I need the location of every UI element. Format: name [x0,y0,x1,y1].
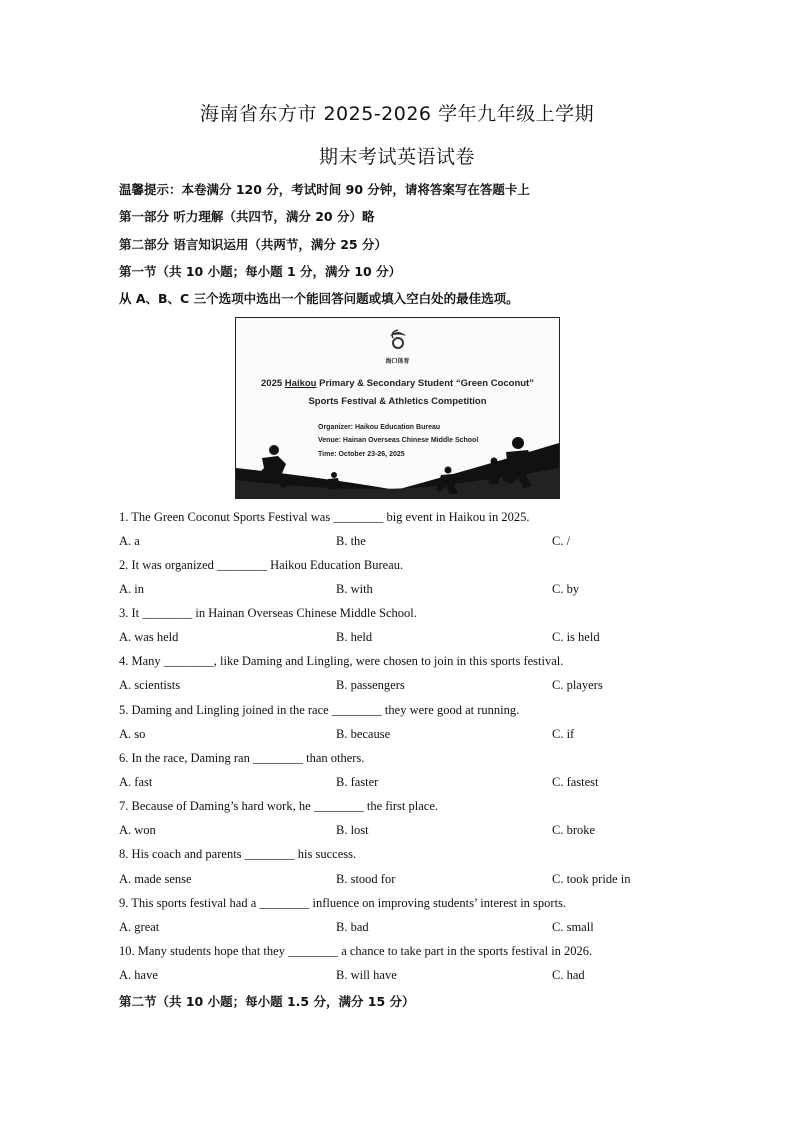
option-b: B. faster [336,775,379,789]
option-a: A. a [119,534,140,548]
poster-organizer: Organizer: Haikou Education Bureau [318,424,441,431]
question-8-options [119,872,679,890]
question-3: 3. It ________ in Hainan Overseas Chinese Middle School. [119,606,417,620]
exam-title-line1: 海南省东方市 2025-2026 学年九年级上学期 [199,103,595,125]
poster-title-line1: 2025 Haikou Primary & Secondary Student “Green Coconut” [261,378,534,389]
question-10: 10. Many students hope that they ________ a chance to take part in the sports festival in 2026. [119,944,593,958]
poster-logo-text: 海口体育 [385,359,410,365]
poster-title-line2: Sports Festival & Athletics Competition [308,396,487,407]
option-c: C. is held [552,630,600,644]
option-c: C. players [552,678,603,692]
option-b: B. because [336,727,391,741]
option-b: B. stood for [336,872,396,886]
part2-heading: 第二部分 语言知识运用（共两节，满分 25 分） [119,237,387,252]
option-c: C. / [552,534,571,548]
event-poster [235,317,560,499]
option-a: A. in [119,582,144,596]
question-7-options [119,823,679,841]
option-b: B. will have [336,968,397,982]
section1-heading: 第一节（共 10 小题；每小题 1 分，满分 10 分） [119,264,402,279]
question-1-options [119,534,679,552]
option-b: B. the [336,534,366,548]
option-c: C. broke [552,823,596,837]
option-b: B. with [336,582,373,596]
question-9: 9. This sports festival had a ________ influence on improving students’ interest in sports. [119,896,567,910]
question-2-options [119,582,679,600]
question-6: 6. In the race, Daming ran ________ than others. [119,751,365,765]
tip-note: 温馨提示：本卷满分 120 分，考试时间 90 分钟，请将答案写在答题卡上 [119,182,530,197]
poster-venue: Venue: Hainan Overseas Chinese Middle School [318,437,479,444]
poster-time: Time: October 23-26, 2025 [318,451,405,458]
question-6-options [119,775,679,793]
option-a: A. won [119,823,156,837]
question-2: 2. It was organized ________ Haikou Education Bureau. [119,558,404,572]
question-4: 4. Many ________, like Daming and Lingling, were chosen to join in this sports festival. [119,654,564,668]
runners-silhouette-icon [236,318,559,498]
option-b: B. passengers [336,678,405,692]
option-c: C. by [552,582,580,596]
option-a: A. have [119,968,158,982]
option-c: C. had [552,968,585,982]
option-c: C. fastest [552,775,599,789]
option-a: A. was held [119,630,179,644]
option-a: A. made sense [119,872,192,886]
option-a: A. so [119,727,146,741]
question-10-options [119,968,679,986]
option-a: A. great [119,920,160,934]
question-5-options [119,727,679,745]
question-8: 8. His coach and parents ________ his success. [119,847,357,861]
option-c: C. took pride in [552,872,631,886]
question-9-options [119,920,679,938]
option-a: A. scientists [119,678,181,692]
option-c: C. if [552,727,575,741]
question-4-options [119,678,679,696]
question-1: 1. The Green Coconut Sports Festival was ________ big event in Haikou in 2025. [119,510,530,524]
option-a: A. fast [119,775,153,789]
instruction: 从 A、B、C 三个选项中选出一个能回答问题或填入空白处的最佳选项。 [119,291,519,306]
question-5: 5. Daming and Lingling joined in the race ________ they were good at running. [119,703,520,717]
part1-heading: 第一部分 听力理解（共四节，满分 20 分）略 [119,209,375,224]
option-b: B. held [336,630,373,644]
section2-heading: 第二节（共 10 小题；每小题 1.5 分，满分 15 分） [119,994,415,1009]
option-b: B. lost [336,823,369,837]
exam-title-line2: 期末考试英语试卷 [318,146,475,168]
question-3-options [119,630,679,648]
question-7: 7. Because of Daming’s hard work, he ________ the first place. [119,799,439,813]
option-b: B. bad [336,920,369,934]
option-c: C. small [552,920,594,934]
